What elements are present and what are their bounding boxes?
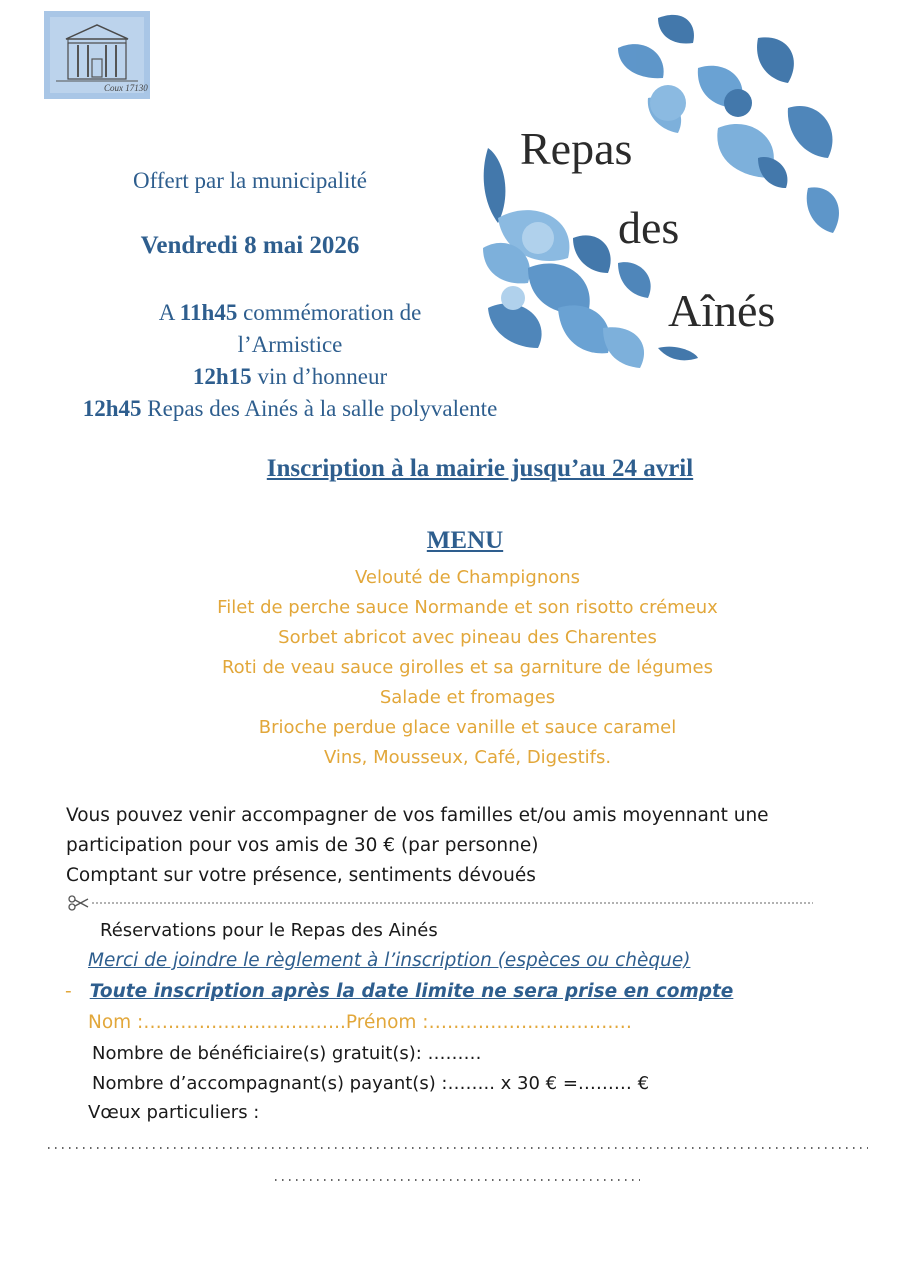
menu-item: Vins, Mousseux, Café, Digestifs. <box>323 747 612 768</box>
title-line-3: Aînés <box>668 285 776 336</box>
schedule-text-1: commémoration de <box>237 300 422 325</box>
free-beneficiaries-line: Nombre de bénéficiaire(s) gratuit(s): ……… <box>92 1043 482 1064</box>
schedule-time-4: 12h45 <box>82 396 142 421</box>
cut-line <box>68 893 813 913</box>
payment-note: Merci de joindre le règlement à l’inscription (espèces ou chèque) <box>88 950 691 971</box>
schedule-time-1: 11h45 <box>179 300 238 325</box>
logo-caption: Coux 17130 <box>104 83 148 93</box>
offered-by-text: Offert par la municipalité <box>133 168 367 193</box>
name-field-line: Nom :……………….…………..Prénom :…………………………… <box>88 1012 633 1033</box>
invitation-paragraph <box>66 801 846 891</box>
menu-item: Sorbet abricot avec pineau des Charentes <box>278 627 657 648</box>
menu-item: Salade et fromages <box>379 687 556 708</box>
body-line-2: participation pour vos amis de 30 € (par personne) <box>66 835 539 856</box>
special-wishes-label: Vœux particuliers : <box>88 1102 260 1123</box>
schedule-line-1 <box>30 297 550 329</box>
schedule-text-3: vin d’honneur <box>251 364 388 389</box>
body-line-3: Comptant sur votre présence, sentiments dévoués <box>66 865 536 886</box>
inscription-deadline: Inscription à la mairie jusqu’au 24 avril <box>266 455 694 482</box>
title-line-1: Repas <box>520 123 633 174</box>
deadline-warning <box>65 981 733 1002</box>
menu-list <box>0 563 900 773</box>
wishes-dotted-line-1 <box>48 1136 868 1152</box>
menu-item: Filet de perche sauce Normande et son risotto crémeux <box>217 597 718 618</box>
menu-item: Brioche perdue glace vanille et sauce caramel <box>258 717 677 738</box>
schedule-line-4 <box>30 393 550 425</box>
wishes-dotted-line-2 <box>275 1168 640 1184</box>
schedule-time-3: 12h15 <box>192 364 252 389</box>
reservations-title: Réservations pour le Repas des Ainés <box>100 920 438 941</box>
deadline-warning-text: Toute inscription après la date limite ne sera prise en compte <box>89 981 734 1002</box>
title-line-2: des <box>618 202 680 253</box>
schedule-line-3 <box>30 361 550 393</box>
menu-item: Roti de veau sauce girolles et sa garniture de légumes <box>221 657 714 678</box>
bullet-dash: - <box>65 981 72 1002</box>
town-hall-logo <box>44 11 150 99</box>
schedule <box>30 297 550 425</box>
body-line-1: Vous pouvez venir accompagner de vos familles et/ou amis moyennant une <box>66 805 769 826</box>
paying-companions-line: Nombre d’accompagnant(s) payant(s) :…….. x 30 € =……… € <box>92 1073 650 1094</box>
menu-title: MENU <box>426 527 504 554</box>
scissors-icon <box>69 896 88 910</box>
schedule-prefix: A <box>158 300 180 325</box>
menu-item: Velouté de Champignons <box>354 567 581 588</box>
event-date: Vendredi 8 mai 2026 <box>140 232 360 259</box>
town-hall-icon <box>44 11 150 99</box>
schedule-text-4: Repas des Ainés à la salle polyvalente <box>141 396 498 421</box>
schedule-line-2: l’Armistice <box>237 332 343 357</box>
